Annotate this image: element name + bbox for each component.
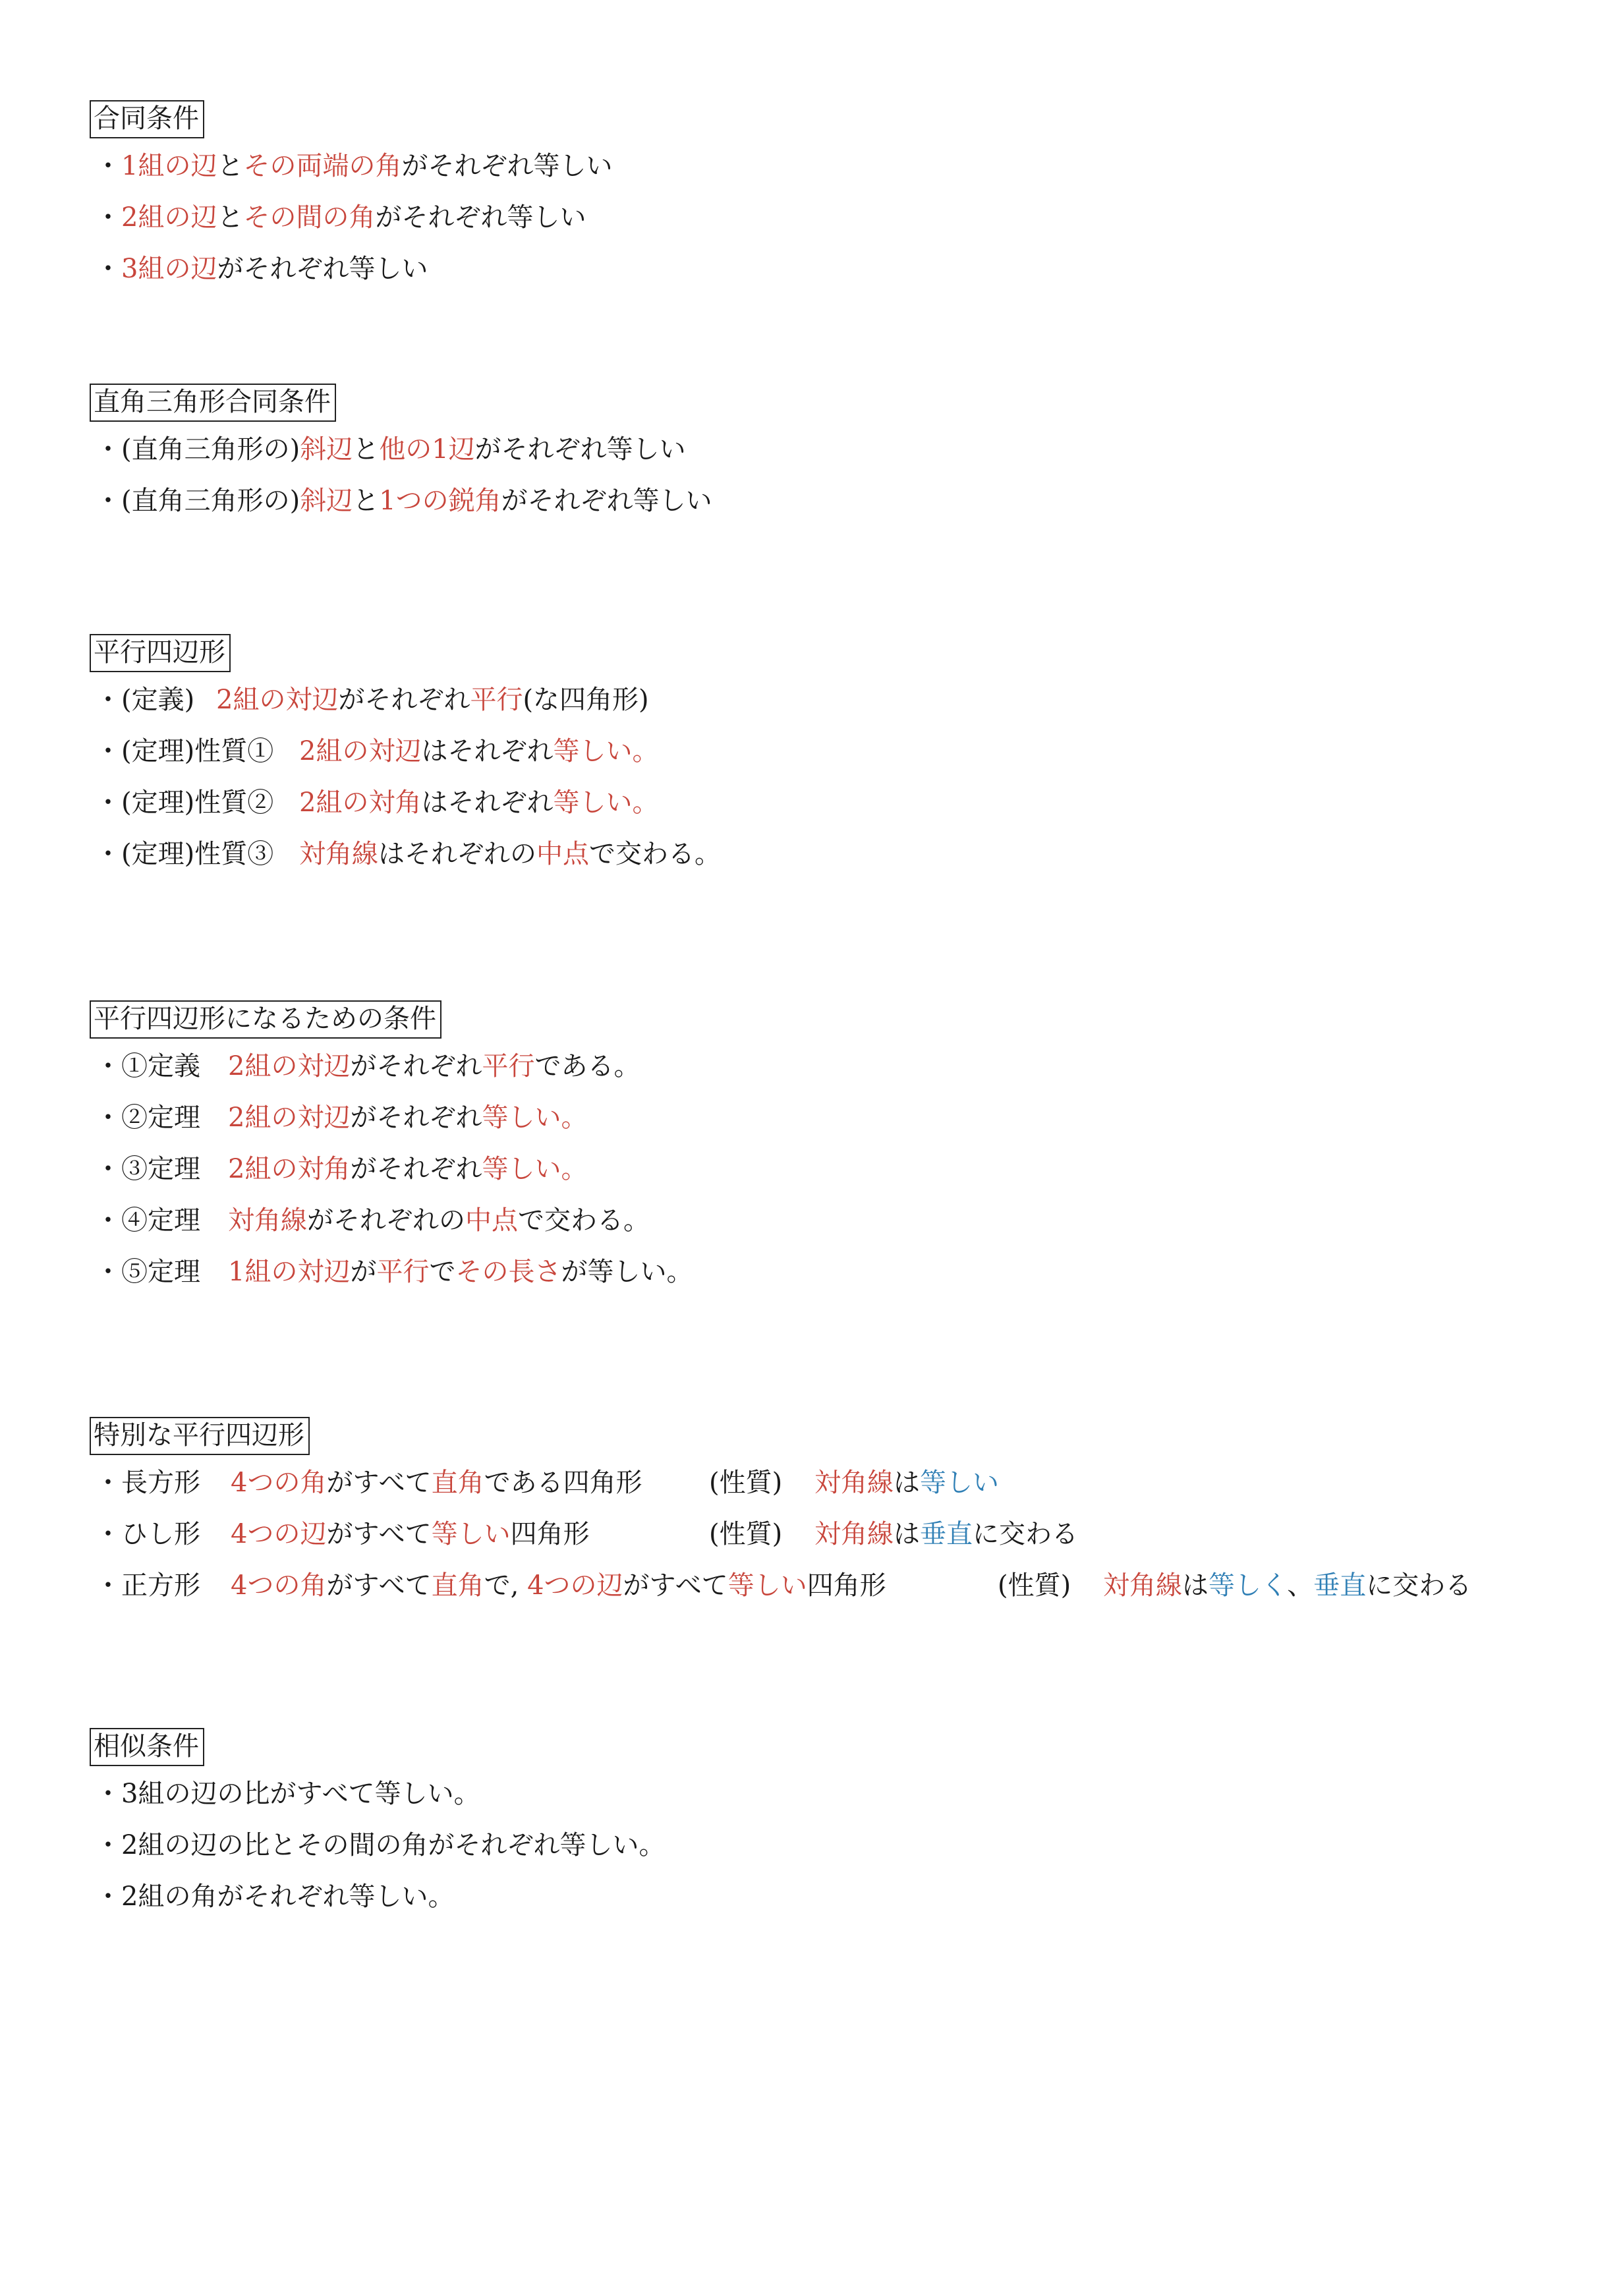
list-item bbox=[90, 1829, 665, 1861]
term: 他の1辺 bbox=[379, 434, 475, 465]
item-label: (定理)性質② bbox=[121, 788, 274, 818]
term: 2組の対角 bbox=[228, 1154, 351, 1184]
bullet: ・ bbox=[95, 1154, 121, 1184]
term: 4つの辺 bbox=[527, 1570, 623, 1601]
term: 3組の辺 bbox=[121, 254, 217, 284]
term: 等しい bbox=[727, 1570, 807, 1601]
bullet: ・ bbox=[95, 151, 121, 181]
heading-parallelogram: 平行四辺形 bbox=[90, 634, 231, 672]
section-congruence bbox=[90, 100, 612, 304]
text: はそれぞれの bbox=[378, 839, 536, 869]
term: 斜辺 bbox=[300, 434, 353, 465]
term: 等しい。 bbox=[553, 788, 659, 818]
section-similarity bbox=[90, 1728, 665, 1932]
list-item bbox=[90, 1256, 693, 1288]
text: に交わる bbox=[973, 1519, 1078, 1549]
list-item bbox=[90, 1570, 1472, 1601]
item-label: (定理)性質① bbox=[121, 736, 274, 766]
property-label: (性質) bbox=[709, 1468, 783, 1498]
list-item bbox=[90, 202, 612, 233]
heading-parallelogram-conditions: 平行四辺形になるための条件 bbox=[90, 1000, 441, 1039]
text: で, bbox=[484, 1570, 519, 1601]
heading-congruence: 合同条件 bbox=[90, 100, 204, 138]
term: 対角線 bbox=[299, 839, 378, 869]
term: 4つの角 bbox=[231, 1570, 327, 1601]
term: 中点 bbox=[465, 1205, 518, 1236]
text: は bbox=[894, 1468, 920, 1498]
bullet: ・ bbox=[95, 685, 121, 715]
bullet: ・ bbox=[95, 1519, 121, 1549]
term-blue: 等しく bbox=[1208, 1570, 1288, 1601]
bullet: ・ bbox=[95, 788, 121, 818]
text: 2組の角がそれぞれ等しい。 bbox=[121, 1881, 455, 1912]
text: と bbox=[353, 486, 380, 516]
list-item bbox=[90, 1467, 999, 1499]
bullet: ・ bbox=[95, 486, 121, 516]
term: 直角 bbox=[431, 1468, 484, 1498]
list-item bbox=[90, 253, 612, 285]
bullet: ・ bbox=[95, 1257, 121, 1287]
text: 四角形 bbox=[510, 1519, 590, 1549]
text: がすべて bbox=[623, 1570, 728, 1601]
term: その両端の角 bbox=[243, 151, 402, 181]
term: 2組の対辺 bbox=[299, 736, 422, 766]
list-item bbox=[90, 1102, 588, 1134]
section-parallelogram-conditions bbox=[90, 1000, 693, 1307]
item-label: ①定義 bbox=[121, 1051, 200, 1081]
text: が等しい。 bbox=[561, 1257, 693, 1287]
text: がそれぞれ bbox=[338, 685, 470, 715]
list-item bbox=[90, 735, 659, 767]
term: 1組の辺 bbox=[121, 151, 217, 181]
text: 2組の辺の比とその間の角がそれぞれ等しい。 bbox=[121, 1830, 666, 1860]
bullet: ・ bbox=[95, 1779, 121, 1809]
bullet: ・ bbox=[95, 839, 121, 869]
list-item bbox=[90, 1778, 665, 1810]
item-label: ひし形 bbox=[121, 1519, 200, 1549]
item-label: (定義) bbox=[121, 685, 195, 715]
list-item bbox=[90, 838, 721, 870]
bullet: ・ bbox=[95, 1103, 121, 1133]
term: 対角線 bbox=[814, 1468, 894, 1498]
bullet: ・ bbox=[95, 1830, 121, 1860]
bullet: ・ bbox=[95, 1205, 121, 1236]
text: で交わる。 bbox=[518, 1205, 650, 1236]
heading-special-parallelograms: 特別な平行四辺形 bbox=[90, 1417, 310, 1455]
text: が bbox=[350, 1257, 377, 1287]
text: がそれぞれ bbox=[350, 1051, 482, 1081]
text: (な四角形) bbox=[523, 685, 649, 715]
text: がそれぞれ等しい bbox=[401, 151, 613, 181]
text: がそれぞれ bbox=[350, 1103, 482, 1133]
list-item bbox=[90, 787, 659, 818]
list-item bbox=[90, 485, 712, 517]
section-special-parallelograms bbox=[90, 1417, 1472, 1621]
term-blue: 垂直 bbox=[1313, 1570, 1367, 1601]
text: と bbox=[217, 151, 244, 181]
text: がそれぞれ bbox=[350, 1154, 482, 1184]
item-label: ③定理 bbox=[121, 1154, 200, 1184]
text: と bbox=[217, 202, 244, 233]
term: 2組の対辺 bbox=[228, 1103, 351, 1133]
text: である四角形 bbox=[484, 1468, 642, 1498]
list-item bbox=[90, 1881, 665, 1912]
text: がすべて bbox=[326, 1570, 432, 1601]
list-item bbox=[90, 150, 612, 182]
text: がすべて bbox=[326, 1519, 432, 1549]
text: 3組の辺の比がすべて等しい。 bbox=[121, 1779, 480, 1809]
text: がそれぞれ等しい bbox=[474, 434, 686, 465]
item-label: 正方形 bbox=[121, 1570, 200, 1601]
term: 等しい bbox=[431, 1519, 511, 1549]
text: はそれぞれ bbox=[421, 736, 554, 766]
section-parallelogram bbox=[90, 634, 721, 890]
bullet: ・ bbox=[95, 254, 121, 284]
text: で bbox=[429, 1257, 456, 1287]
term: その長さ bbox=[455, 1257, 561, 1287]
term: 等しい。 bbox=[482, 1103, 588, 1133]
bullet: ・ bbox=[95, 736, 121, 766]
term: 1組の対辺 bbox=[228, 1257, 351, 1287]
text: と bbox=[353, 434, 380, 465]
bullet: ・ bbox=[95, 434, 121, 465]
text: がそれぞれ等しい bbox=[501, 486, 712, 516]
term: 対角線 bbox=[1103, 1570, 1182, 1601]
text: (直角三角形の) bbox=[121, 486, 300, 516]
property-label: (性質) bbox=[709, 1519, 783, 1549]
bullet: ・ bbox=[95, 202, 121, 233]
term-blue: 垂直 bbox=[920, 1519, 973, 1549]
text: がそれぞれ等しい bbox=[217, 254, 428, 284]
list-item bbox=[90, 1153, 588, 1185]
term: 2組の辺 bbox=[121, 202, 217, 233]
text: (直角三角形の) bbox=[121, 434, 300, 465]
term: 等しい。 bbox=[553, 736, 659, 766]
term: 中点 bbox=[536, 839, 589, 869]
term-blue: 等しい bbox=[920, 1468, 999, 1498]
list-item bbox=[90, 1205, 650, 1236]
term: 1つの鋭角 bbox=[379, 486, 501, 516]
term: その間の角 bbox=[243, 202, 376, 233]
list-item bbox=[90, 684, 649, 716]
term: 対角線 bbox=[228, 1205, 307, 1236]
bullet: ・ bbox=[95, 1881, 121, 1912]
heading-right-triangle: 直角三角形合同条件 bbox=[90, 384, 336, 422]
text: 四角形 bbox=[807, 1570, 886, 1601]
item-label: 長方形 bbox=[121, 1468, 200, 1498]
text: はそれぞれ bbox=[421, 788, 554, 818]
term: 直角 bbox=[431, 1570, 484, 1601]
text: に交わる bbox=[1366, 1570, 1472, 1601]
term: 等しい。 bbox=[482, 1154, 588, 1184]
term: 2組の対辺 bbox=[216, 685, 339, 715]
item-label: ②定理 bbox=[121, 1103, 200, 1133]
text: がすべて bbox=[326, 1468, 432, 1498]
term: 平行 bbox=[482, 1051, 535, 1081]
term: 2組の対辺 bbox=[228, 1051, 351, 1081]
text: は bbox=[894, 1519, 920, 1549]
property-label: (性質) bbox=[998, 1570, 1071, 1601]
term: 2組の対角 bbox=[299, 788, 422, 818]
term: 斜辺 bbox=[300, 486, 353, 516]
text: がそれぞれの bbox=[307, 1205, 465, 1236]
text: 、 bbox=[1287, 1570, 1314, 1601]
term: 4つの辺 bbox=[231, 1519, 327, 1549]
term: 4つの角 bbox=[231, 1468, 327, 1498]
bullet: ・ bbox=[95, 1468, 121, 1498]
item-label: ⑤定理 bbox=[121, 1257, 200, 1287]
item-label: (定理)性質③ bbox=[121, 839, 274, 869]
heading-similarity: 相似条件 bbox=[90, 1728, 204, 1766]
term: 対角線 bbox=[814, 1519, 894, 1549]
text: である。 bbox=[534, 1051, 640, 1081]
list-item bbox=[90, 1050, 640, 1082]
bullet: ・ bbox=[95, 1570, 121, 1601]
text: で交わる。 bbox=[589, 839, 721, 869]
section-right-triangle bbox=[90, 384, 712, 536]
term: 平行 bbox=[376, 1257, 430, 1287]
text: がそれぞれ等しい bbox=[375, 202, 586, 233]
text: は bbox=[1182, 1570, 1208, 1601]
item-label: ④定理 bbox=[121, 1205, 200, 1236]
list-item bbox=[90, 1518, 1078, 1550]
term: 平行 bbox=[470, 685, 523, 715]
list-item bbox=[90, 434, 712, 465]
bullet: ・ bbox=[95, 1051, 121, 1081]
